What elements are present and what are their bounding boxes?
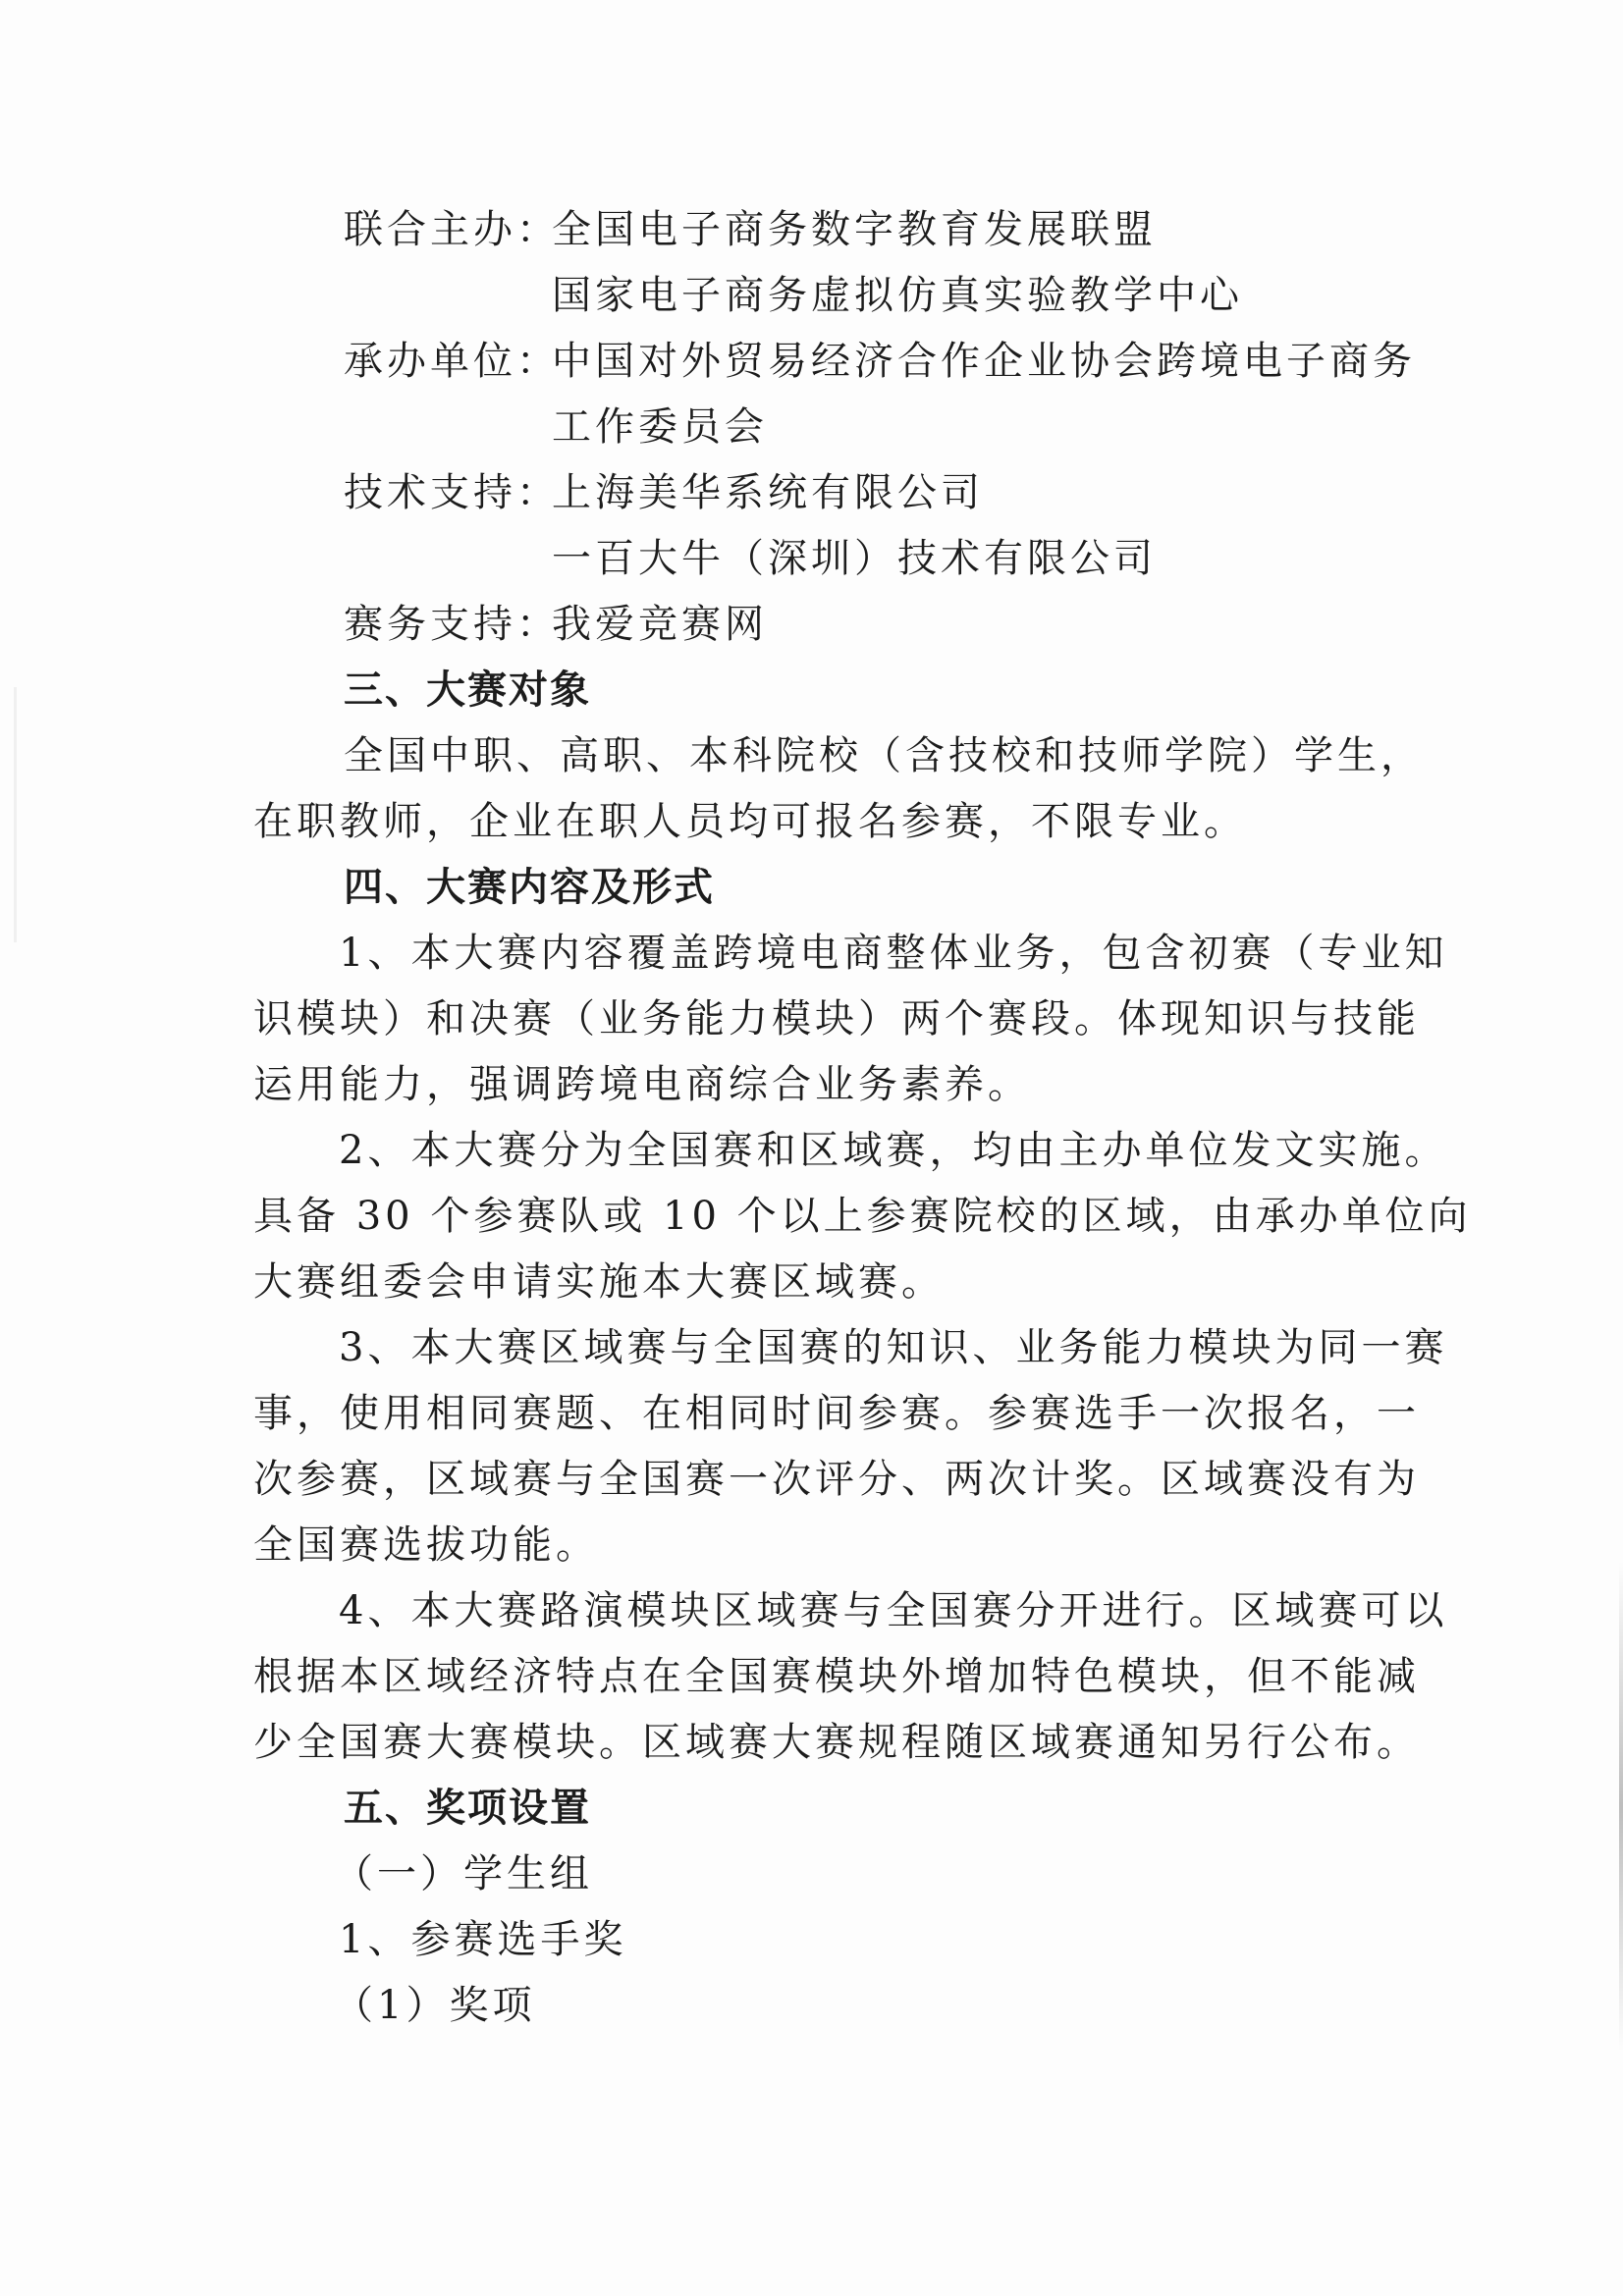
section4-p4-line3: 少全国赛大赛模块。区域赛大赛规程随区域赛通知另行公布。: [253, 1720, 1420, 1765]
section5-sub2: 1、参赛选手奖: [339, 1917, 627, 1962]
co-host-1: 全国电子商务数字教育发展联盟: [552, 207, 1157, 252]
section3-line1: 全国中职、高职、本科院校（含技校和技师学院）学生，: [344, 733, 1424, 778]
section4-p3-line4: 全国赛选拔功能。: [253, 1522, 599, 1568]
co-host-2: 国家电子商务虚拟仿真实验教学中心: [552, 273, 1243, 318]
section4-p4-line2: 根据本区域经济特点在全国赛模块外增加特色模块，但不能减: [253, 1654, 1420, 1699]
section5-sub1: （一）学生组: [334, 1851, 593, 1896]
section5-heading: 五、奖项设置: [344, 1785, 591, 1831]
section4-heading: 四、大赛内容及形式: [344, 864, 715, 910]
section3-heading: 三、大赛对象: [344, 667, 591, 713]
scan-edge: [1619, 1561, 1623, 2052]
section4-p1-line1: 1、本大赛内容覆盖跨境电商整体业务，包含初赛（专业知: [339, 931, 1448, 976]
section4-p2-line2: 具备 30 个参赛队或 10 个以上参赛院校的区域，由承办单位向: [253, 1194, 1472, 1239]
section4-p4-line1: 4、本大赛路演模块区域赛与全国赛分开进行。区域赛可以: [339, 1588, 1448, 1633]
service-1: 我爱竞赛网: [552, 602, 768, 647]
undertaker-2: 工作委员会: [552, 404, 768, 450]
section4-p3-line3: 次参赛，区域赛与全国赛一次评分、两次计奖。区域赛没有为: [253, 1457, 1420, 1502]
section5-sub3: （1）奖项: [334, 1983, 536, 2028]
undertaker-label: 承办单位：: [344, 339, 560, 384]
section4-p1-line3: 运用能力，强调跨境电商综合业务素养。: [253, 1062, 1031, 1107]
service-label: 赛务支持：: [344, 602, 560, 647]
section4-p1-line2: 识模块）和决赛（业务能力模块）两个赛段。体现知识与技能: [253, 996, 1420, 1041]
section4-p2-line1: 2、本大赛分为全国赛和区域赛，均由主办单位发文实施。: [339, 1128, 1448, 1173]
tech-1: 上海美华系统有限公司: [552, 470, 984, 515]
tech-label: 技术支持：: [344, 470, 560, 515]
section4-p3-line2: 事，使用相同赛题、在相同时间参赛。参赛选手一次报名，一: [253, 1391, 1420, 1436]
scan-artifact: [14, 687, 17, 942]
undertaker-1: 中国对外贸易经济合作企业协会跨境电子商务: [552, 339, 1416, 384]
section4-p2-line3: 大赛组委会申请实施本大赛区域赛。: [253, 1259, 945, 1305]
section4-p3-line1: 3、本大赛区域赛与全国赛的知识、业务能力模块为同一赛: [339, 1325, 1448, 1370]
tech-2: 一百大牛（深圳）技术有限公司: [552, 536, 1157, 581]
co-host-label: 联合主办：: [344, 207, 560, 252]
section3-line2: 在职教师，企业在职人员均可报名参赛，不限专业。: [253, 799, 1247, 844]
